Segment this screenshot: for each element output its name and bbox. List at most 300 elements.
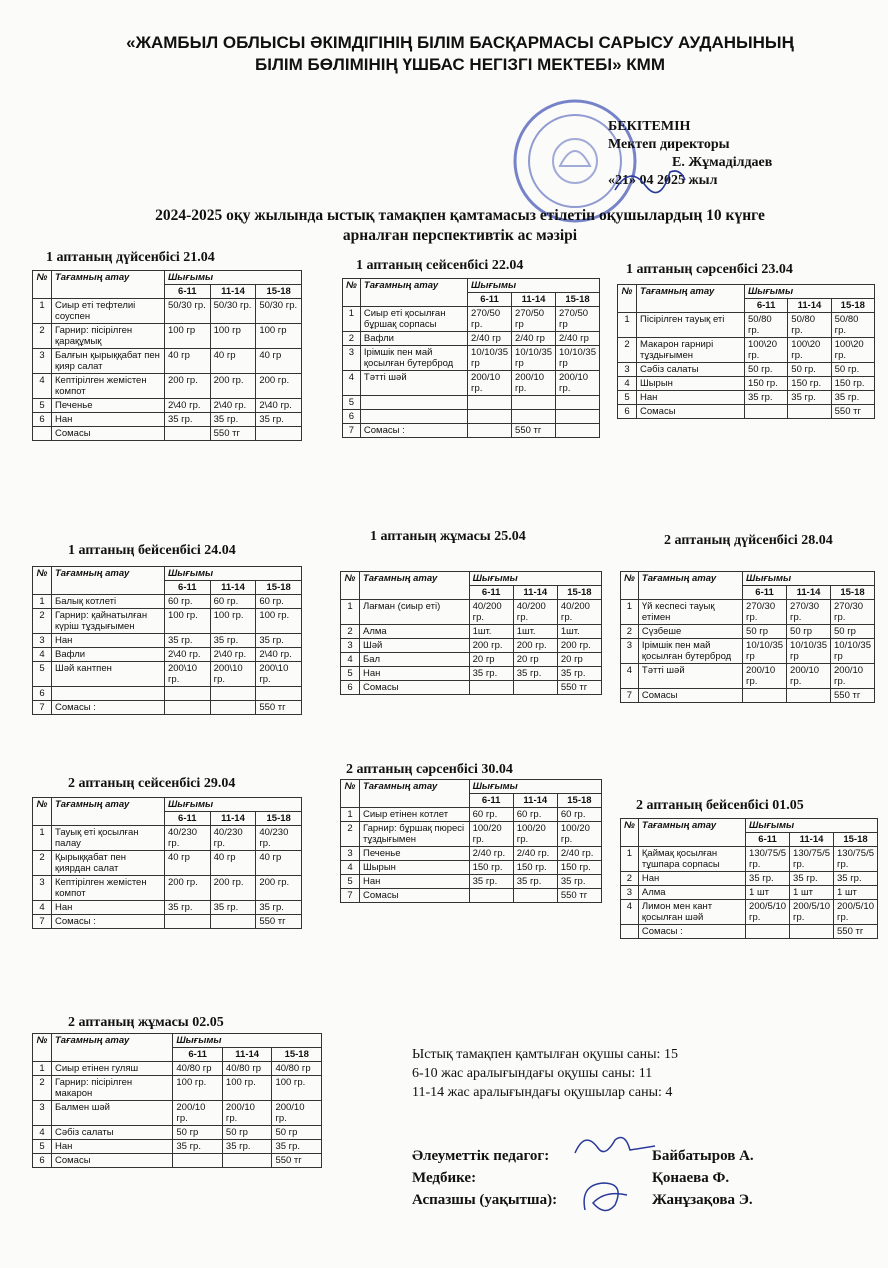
dish-name: Балмен шәй <box>52 1101 173 1126</box>
col-yield: Шығымы <box>469 572 601 586</box>
portion-11-14: 100 гр. <box>210 609 256 634</box>
org-header <box>40 32 880 76</box>
day-title: 1 аптаның дүйсенбісі 21.04 <box>46 250 215 265</box>
portion-6-11: 50 гр <box>743 625 787 639</box>
portion-6-11: 200/10 гр. <box>173 1101 223 1126</box>
dish-name: Гарнир: пісірілген макарон <box>52 1076 173 1101</box>
portion-15-18: 35 гр. <box>557 667 601 681</box>
portion-15-18 <box>256 687 302 701</box>
portion-15-18: 35 гр. <box>272 1140 322 1154</box>
col-age: 11-14 <box>513 794 557 808</box>
portion-6-11: 100 гр. <box>173 1076 223 1101</box>
portion-6-11: 40/80 гр <box>173 1062 223 1076</box>
table-row <box>33 1076 322 1101</box>
dish-name: Лағман (сиыр еті) <box>360 600 470 625</box>
portion-11-14: 200 гр. <box>210 876 256 901</box>
row-number: 7 <box>341 889 360 903</box>
portion-15-18: 40/80 гр <box>272 1062 322 1076</box>
portion-11-14 <box>513 681 557 695</box>
portion-15-18: 270/50 гр <box>556 307 600 332</box>
portion-11-14: 150 гр. <box>513 861 557 875</box>
portion-6-11: 100 гр <box>164 324 210 349</box>
table-row <box>343 346 600 371</box>
col-age: 6-11 <box>164 812 210 826</box>
portion-6-11 <box>746 925 790 939</box>
portion-15-18: 150 гр. <box>831 377 874 391</box>
portion-11-14: 2\40 гр. <box>210 648 256 662</box>
portion-15-18: 60 гр. <box>557 808 601 822</box>
portion-11-14: 20 гр <box>513 653 557 667</box>
table-row <box>618 405 875 419</box>
subtitle-line1: 2024-2025 оқу жылында ыстық тамақпен қамтамасыз етілетін оқушылардың 10 күнге <box>155 207 765 224</box>
dish-name: Нан <box>360 875 470 889</box>
portion-15-18: 1 шт <box>834 886 878 900</box>
row-number: 1 <box>33 1062 52 1076</box>
dish-name: Шырын <box>360 861 470 875</box>
portion-6-11 <box>173 1154 223 1168</box>
portion-6-11 <box>164 427 210 441</box>
dish-name: Сүзбеше <box>638 625 742 639</box>
col-dish: Тағамның атау <box>360 572 470 600</box>
table-row <box>343 396 600 410</box>
row-number: 2 <box>33 324 52 349</box>
table-header-row <box>341 780 602 794</box>
portion-15-18: 550 тг <box>831 405 874 419</box>
portion-6-11: 270/30 гр. <box>743 600 787 625</box>
dish-name: Тәтті шәй <box>360 371 467 396</box>
table-row <box>341 600 602 625</box>
menu-subtitle <box>60 206 860 246</box>
portion-11-14: 10/10/35 гр <box>512 346 556 371</box>
portion-11-14: 200/10 гр. <box>222 1101 272 1126</box>
table-row <box>33 595 302 609</box>
portion-15-18: 35 гр. <box>557 875 601 889</box>
row-number: 4 <box>621 900 639 925</box>
portion-15-18 <box>556 396 600 410</box>
table-row <box>341 822 602 847</box>
org-header-line1: «ЖАМБЫЛ ОБЛЫСЫ ӘКІМДІГІНІҢ БІЛІМ БАСҚАРМАСЫ САРЫСУ АУДАНЫНЫҢ <box>126 33 794 52</box>
col-yield: Шығымы <box>744 285 874 299</box>
row-number: 1 <box>343 307 361 332</box>
portion-6-11: 200/10 гр. <box>743 664 787 689</box>
student-stats <box>412 1045 678 1102</box>
portion-11-14: 35 гр. <box>210 634 256 648</box>
portion-6-11: 50 гр. <box>744 363 787 377</box>
table-row <box>343 307 600 332</box>
col-age: 6-11 <box>469 794 513 808</box>
dish-name: Сомасы : <box>52 915 165 929</box>
dish-name: Нан <box>637 391 745 405</box>
dish-name: Сомасы : <box>638 925 745 939</box>
portion-6-11: 100\20 гр. <box>744 338 787 363</box>
col-age: 6-11 <box>468 293 512 307</box>
col-dish: Тағамның атау <box>52 271 165 299</box>
row-number: 4 <box>33 374 52 399</box>
dish-name: Алма <box>360 625 470 639</box>
portion-11-14: 1шт. <box>513 625 557 639</box>
portion-15-18: 50/80 гр. <box>831 313 874 338</box>
col-age: 15-18 <box>557 794 601 808</box>
table-row <box>618 391 875 405</box>
menu-table <box>340 571 602 695</box>
portion-15-18: 200 гр. <box>256 876 302 901</box>
row-number: 1 <box>341 600 360 625</box>
portion-15-18: 35 гр. <box>256 634 302 648</box>
portion-15-18: 550 тг <box>272 1154 322 1168</box>
col-dish: Тағамның атау <box>360 780 470 808</box>
stats-line2: 6-10 жас аралығындағы оқушы саны: 11 <box>412 1066 653 1081</box>
portion-15-18: 35 гр. <box>831 391 874 405</box>
portion-6-11: 35 гр. <box>746 872 790 886</box>
menu-table <box>620 571 875 703</box>
portion-11-14 <box>210 687 256 701</box>
portion-6-11: 200\10 гр. <box>164 662 210 687</box>
table-row <box>621 925 878 939</box>
portion-15-18: 35 гр. <box>834 872 878 886</box>
table-row <box>343 424 600 438</box>
portion-15-18: 35 гр. <box>256 901 302 915</box>
table-row <box>33 851 302 876</box>
portion-6-11 <box>468 424 512 438</box>
portion-11-14: 10/10/35 гр <box>787 639 831 664</box>
table-row <box>33 826 302 851</box>
portion-15-18: 550 тг <box>557 681 601 695</box>
table-row <box>33 374 302 399</box>
table-header-row <box>343 279 600 293</box>
portion-6-11: 200 гр. <box>164 876 210 901</box>
portion-11-14: 100 гр. <box>222 1076 272 1101</box>
table-header-row <box>33 271 302 285</box>
row-number: 6 <box>341 681 360 695</box>
table-row <box>343 332 600 346</box>
portion-15-18: 2/40 гр <box>556 332 600 346</box>
portion-11-14: 35 гр. <box>790 872 834 886</box>
portion-15-18: 200\10 гр. <box>256 662 302 687</box>
portion-6-11: 60 гр. <box>469 808 513 822</box>
portion-15-18: 100/20 гр. <box>557 822 601 847</box>
dish-name <box>360 396 467 410</box>
row-number: 3 <box>33 634 52 648</box>
col-yield: Шығымы <box>746 819 878 833</box>
portion-6-11: 50 гр <box>173 1126 223 1140</box>
dish-name: Нан <box>360 667 470 681</box>
col-dish: Тағамның атау <box>52 798 165 826</box>
portion-15-18: 550 тг <box>256 915 302 929</box>
table-row <box>341 653 602 667</box>
org-header-line2: БІЛІМ БӨЛІМІНІҢ ҮШБАС НЕГІЗГІ МЕКТЕБІ» КММ <box>255 55 665 74</box>
portion-15-18 <box>556 424 600 438</box>
row-number: 5 <box>343 396 361 410</box>
row-number: 4 <box>621 664 639 689</box>
portion-11-14: 40/200 гр. <box>513 600 557 625</box>
dish-name <box>52 687 165 701</box>
table-row <box>33 609 302 634</box>
day-title: 1 аптаның жұмасы 25.04 <box>370 529 526 544</box>
table-row <box>341 681 602 695</box>
portion-6-11 <box>164 915 210 929</box>
portion-11-14: 35 гр. <box>222 1140 272 1154</box>
row-number: 3 <box>341 639 360 653</box>
row-number: 4 <box>341 861 360 875</box>
portion-15-18: 40 гр <box>256 349 302 374</box>
portion-15-18: 100 гр. <box>256 609 302 634</box>
row-number: 2 <box>621 872 639 886</box>
row-number: 7 <box>343 424 361 438</box>
signature-name: Байбатыров А. <box>652 1148 754 1164</box>
col-age: 15-18 <box>256 812 302 826</box>
portion-11-14: 200/10 гр. <box>787 664 831 689</box>
portion-11-14: 35 гр. <box>210 413 256 427</box>
dish-name: Тәтті шәй <box>638 664 742 689</box>
portion-15-18: 50/30 гр. <box>256 299 302 324</box>
col-age: 15-18 <box>256 581 302 595</box>
dish-name: Тауық еті қосылған палау <box>52 826 165 851</box>
portion-11-14: 2/40 гр. <box>513 847 557 861</box>
dish-name: Сомасы <box>360 681 470 695</box>
col-age: 6-11 <box>744 299 787 313</box>
portion-11-14: 1 шт <box>790 886 834 900</box>
row-number: 2 <box>341 625 360 639</box>
row-number: 1 <box>621 847 639 872</box>
table-row <box>621 872 878 886</box>
dish-name: Нан <box>52 901 165 915</box>
portion-15-18 <box>256 427 302 441</box>
portion-11-14: 35 гр. <box>513 875 557 889</box>
portion-15-18: 550 тг <box>557 889 601 903</box>
portion-15-18: 100 гр <box>256 324 302 349</box>
portion-6-11 <box>743 689 787 703</box>
handwritten-signature-icon <box>570 1128 660 1168</box>
table-row <box>621 900 878 925</box>
dish-name: Алма <box>638 886 745 900</box>
portion-11-14: 130/75/5 гр. <box>790 847 834 872</box>
portion-11-14: 200\10 гр. <box>210 662 256 687</box>
day-title: 1 аптаның сейсенбісі 22.04 <box>356 258 524 273</box>
day-title: 2 аптаның жұмасы 02.05 <box>68 1015 224 1030</box>
col-age: 15-18 <box>831 586 875 600</box>
col-no: № <box>33 1034 52 1062</box>
col-age: 6-11 <box>469 586 513 600</box>
row-number: 3 <box>621 886 639 900</box>
row-number: 1 <box>341 808 360 822</box>
row-number: 7 <box>33 701 52 715</box>
menu-table <box>32 270 302 441</box>
approval-name: Е. Жұмаділдаев <box>672 155 773 170</box>
portion-6-11: 150 гр. <box>744 377 787 391</box>
dish-name: Сомасы <box>52 1154 173 1168</box>
dish-name: Ірімшік пен май қосылған бутерброд <box>360 346 467 371</box>
table-row <box>343 371 600 396</box>
portion-11-14: 200 гр. <box>513 639 557 653</box>
table-row <box>341 847 602 861</box>
portion-15-18: 20 гр <box>557 653 601 667</box>
col-yield: Шығымы <box>468 279 600 293</box>
portion-11-14: 60 гр. <box>513 808 557 822</box>
portion-15-18: 60 гр. <box>256 595 302 609</box>
row-number: 3 <box>33 349 52 374</box>
dish-name: Нан <box>52 413 165 427</box>
dish-name: Қаймақ қосылған тұшпара сорпасы <box>638 847 745 872</box>
day-title: 2 аптаның сәрсенбісі 30.04 <box>346 762 513 777</box>
table-row <box>33 1140 322 1154</box>
portion-6-11: 35 гр. <box>469 875 513 889</box>
portion-11-14 <box>210 701 256 715</box>
table-row <box>618 338 875 363</box>
dish-name: Кептірілген жемістен компот <box>52 876 165 901</box>
row-number: 5 <box>33 399 52 413</box>
approval-title: БЕКІТЕМІН <box>608 119 691 134</box>
row-number: 3 <box>341 847 360 861</box>
portion-11-14: 35 гр. <box>513 667 557 681</box>
portion-15-18: 200/10 гр. <box>272 1101 322 1126</box>
approval-date: «21» 04 2025 жыл <box>608 173 718 188</box>
table-row <box>621 689 875 703</box>
row-number: 1 <box>33 826 52 851</box>
portion-11-14 <box>513 889 557 903</box>
col-no: № <box>341 572 360 600</box>
table-row <box>621 664 875 689</box>
portion-15-18: 200/10 гр. <box>831 664 875 689</box>
day-title: 1 аптаның сәрсенбісі 23.04 <box>626 262 793 277</box>
portion-6-11: 1шт. <box>469 625 513 639</box>
table-row <box>33 876 302 901</box>
table-row <box>33 1101 322 1126</box>
row-number: 4 <box>33 1126 52 1140</box>
portion-15-18: 200 гр. <box>256 374 302 399</box>
col-dish: Тағамның атау <box>52 567 165 595</box>
dish-name: Вафли <box>52 648 165 662</box>
portion-11-14: 40/230 гр. <box>210 826 256 851</box>
col-age: 6-11 <box>164 581 210 595</box>
table-header-row <box>33 798 302 812</box>
dish-name: Сомасы <box>637 405 745 419</box>
table-row <box>341 667 602 681</box>
portion-6-11: 20 гр <box>469 653 513 667</box>
table-header-row <box>33 567 302 581</box>
dish-name: Сомасы <box>52 427 165 441</box>
row-number: 5 <box>33 662 52 687</box>
portion-6-11: 200/10 гр. <box>468 371 512 396</box>
col-age: 15-18 <box>256 285 302 299</box>
portion-15-18: 40/230 гр. <box>256 826 302 851</box>
col-yield: Шығымы <box>469 780 601 794</box>
portion-11-14: 100/20 гр. <box>513 822 557 847</box>
col-no: № <box>33 567 52 595</box>
col-age: 15-18 <box>834 833 878 847</box>
col-age: 11-14 <box>788 299 831 313</box>
row-number: 5 <box>33 1140 52 1154</box>
col-age: 11-14 <box>513 586 557 600</box>
table-row <box>33 324 302 349</box>
portion-11-14: 60 гр. <box>210 595 256 609</box>
dish-name: Сиыр еті тефтелиі соуспен <box>52 299 165 324</box>
dish-name: Сомасы <box>360 889 470 903</box>
table-header-row <box>618 285 875 299</box>
portion-15-18: 100 гр. <box>272 1076 322 1101</box>
row-number: 2 <box>33 851 52 876</box>
col-dish: Тағамның атау <box>360 279 467 307</box>
dish-name: Үй кеспесі тауық етімен <box>638 600 742 625</box>
portion-15-18: 200/10 гр. <box>556 371 600 396</box>
col-no: № <box>33 271 52 299</box>
portion-6-11: 100/20 гр. <box>469 822 513 847</box>
col-no: № <box>618 285 637 313</box>
row-number: 3 <box>33 876 52 901</box>
portion-6-11: 200 гр. <box>164 374 210 399</box>
row-number: 3 <box>343 346 361 371</box>
portion-15-18: 1шт. <box>557 625 601 639</box>
portion-11-14: 200 гр. <box>210 374 256 399</box>
portion-15-18: 35 гр. <box>256 413 302 427</box>
signature-role: Медбике: <box>412 1170 477 1186</box>
portion-15-18: 100\20 гр. <box>831 338 874 363</box>
portion-11-14: 100\20 гр. <box>788 338 831 363</box>
portion-6-11: 35 гр. <box>469 667 513 681</box>
portion-15-18: 270/30 гр. <box>831 600 875 625</box>
row-number <box>33 427 52 441</box>
portion-6-11: 35 гр. <box>164 901 210 915</box>
table-row <box>33 915 302 929</box>
row-number: 1 <box>621 600 639 625</box>
portion-11-14 <box>787 689 831 703</box>
director-signature-icon <box>610 160 690 200</box>
portion-11-14 <box>222 1154 272 1168</box>
approval-position: Мектеп директоры <box>608 137 730 152</box>
portion-6-11 <box>469 889 513 903</box>
portion-11-14: 270/30 гр. <box>787 600 831 625</box>
row-number: 4 <box>33 901 52 915</box>
table-row <box>33 299 302 324</box>
table-row <box>618 313 875 338</box>
table-row <box>341 861 602 875</box>
table-row <box>33 648 302 662</box>
handwritten-signature-icon <box>575 1175 635 1220</box>
table-header-row <box>341 572 602 586</box>
portion-11-14: 40 гр <box>210 851 256 876</box>
row-number: 2 <box>618 338 637 363</box>
dish-name: Ірімшік пен май қосылған бутерброд <box>638 639 742 664</box>
menu-table <box>617 284 875 419</box>
dish-name: Сомасы <box>638 689 742 703</box>
signature-role: Аспазшы (уақытша): <box>412 1192 558 1208</box>
dish-name: Нан <box>638 872 745 886</box>
portion-15-18: 550 тг <box>834 925 878 939</box>
row-number: 7 <box>621 689 639 703</box>
row-number: 5 <box>341 667 360 681</box>
row-number: 4 <box>343 371 361 396</box>
col-no: № <box>341 780 360 808</box>
row-number: 2 <box>33 609 52 634</box>
col-age: 6-11 <box>173 1048 223 1062</box>
portion-11-14: 40 гр <box>210 349 256 374</box>
portion-11-14 <box>210 915 256 929</box>
table-row <box>618 377 875 391</box>
menu-table <box>620 818 878 939</box>
dish-name: Пісірілген тауық еті <box>637 313 745 338</box>
table-row <box>33 413 302 427</box>
dish-name: Шәй <box>360 639 470 653</box>
menu-table <box>32 566 302 715</box>
table-row <box>341 889 602 903</box>
dish-name: Сәбіз салаты <box>52 1126 173 1140</box>
portion-15-18: 50 гр <box>272 1126 322 1140</box>
dish-name: Печенье <box>52 399 165 413</box>
table-row <box>341 875 602 889</box>
row-number: 2 <box>33 1076 52 1101</box>
dish-name: Балық котлеті <box>52 595 165 609</box>
col-age: 6-11 <box>746 833 790 847</box>
portion-15-18 <box>556 410 600 424</box>
